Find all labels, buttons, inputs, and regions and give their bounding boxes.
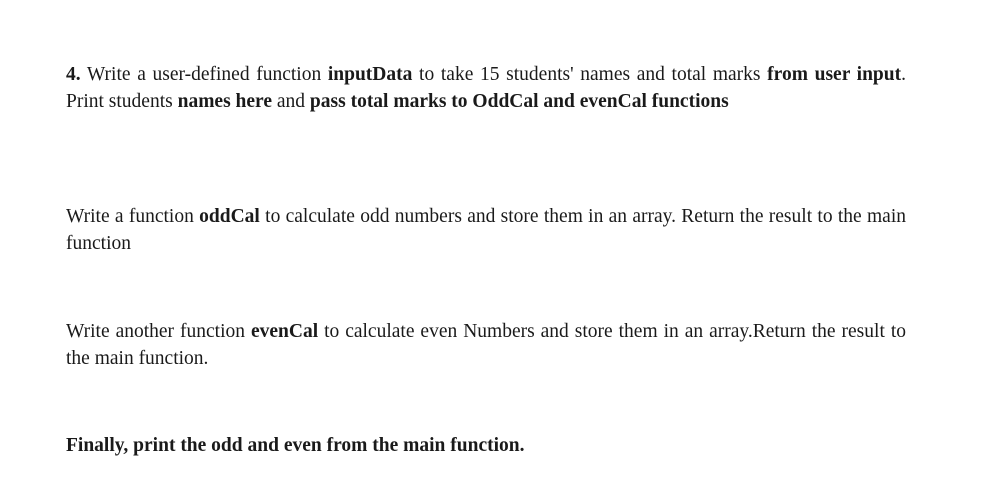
p1-bold-names-here: names here [177, 91, 273, 112]
p1-text-2: to take 15 students' names and total marks [412, 64, 768, 85]
p1-text-4: and [272, 91, 310, 112]
p1-bold-pass-marks: pass total marks to OddCal and evenCal functions [309, 91, 729, 112]
paragraph-final-instruction [66, 432, 906, 459]
p1-bold-function-name: inputData [327, 64, 413, 85]
p3-text-1: Write another function [66, 321, 251, 342]
p4-bold-text: Finally, print the odd and even from the main function. [66, 435, 525, 456]
p3-bold-function-name: evenCal [250, 321, 319, 342]
p2-text-2: to calculate odd numbers and store them in an array. Return the result to the main function [66, 206, 906, 254]
p2-text-1: Write a function [66, 206, 200, 227]
paragraph-odd-cal [66, 203, 906, 257]
p2-bold-function-name: oddCal [199, 206, 260, 227]
p1-text-1: Write a user-defined function [80, 64, 328, 85]
paragraph-even-cal [66, 318, 906, 372]
question-number: 4. [66, 64, 81, 85]
paragraph-input-data [66, 61, 906, 115]
p3-text-2: to calculate even Numbers and store them in an array.Return the result to the main function. [66, 321, 906, 369]
p1-bold-from-user-input: from user input [767, 64, 902, 85]
p1-text-3: . Print students [66, 64, 906, 112]
